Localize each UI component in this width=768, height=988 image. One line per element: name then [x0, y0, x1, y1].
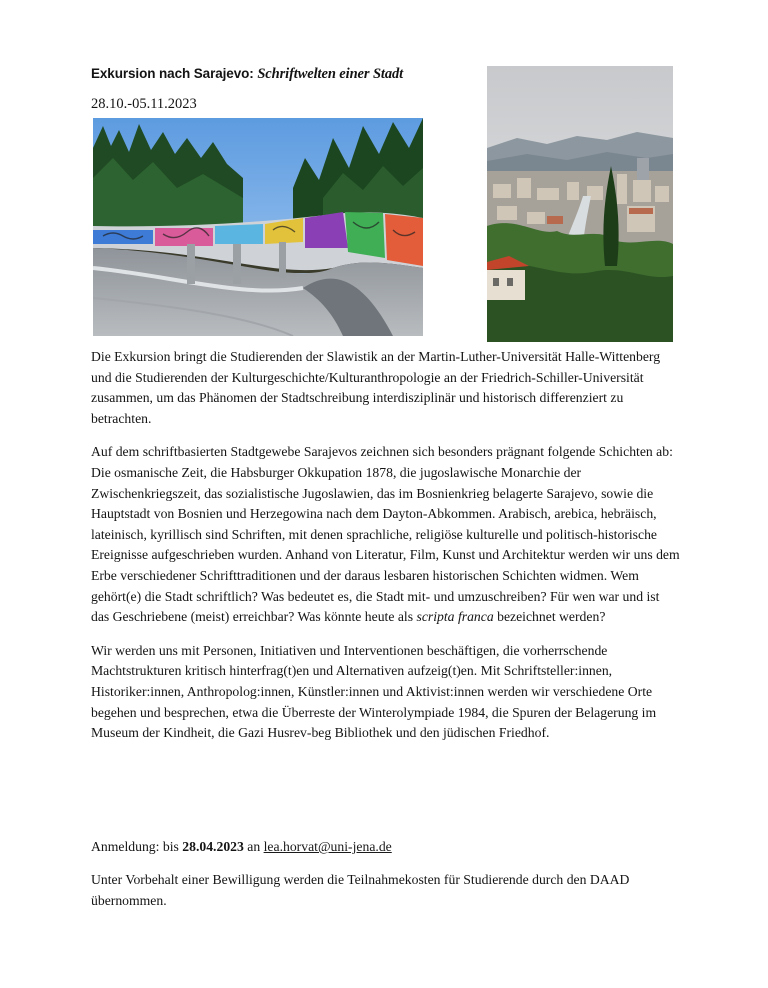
- excursion-dates: 28.10.-05.11.2023: [91, 96, 197, 112]
- title-main: Exkursion nach Sarajevo:: [91, 66, 258, 81]
- paragraph-history-end: bezeichnet werden?: [493, 609, 606, 625]
- paragraph-intro: Die Exkursion bringt die Studierenden der Slawistik an der Martin-Luther-Universität Halle-Wittenberg und die Studierenden der Kulturgeschichte/Kulturanthropologie an der Friedrich-Schiller-Universität zusammen, um das Phänomen der Stadtschreibung interdisziplinär und historisch differenziert zu betrachten.: [91, 349, 661, 426]
- title-subtitle: Schriftwelten einer Stadt: [257, 66, 404, 82]
- funding-note: Unter Vorbehalt einer Bewilligung werden die Teilnahmekosten für Studierende durch den DAAD übernommen.: [91, 872, 630, 908]
- registration-deadline: 28.04.2023: [182, 839, 244, 854]
- registration-connector: an: [243, 839, 264, 854]
- document-title: [91, 66, 403, 83]
- main-text: [91, 347, 681, 757]
- contact-email-link[interactable]: lea.horvat@uni-jena.de: [263, 839, 392, 854]
- registration-line: [91, 837, 681, 858]
- paragraph-history: [91, 442, 681, 627]
- bobsled-track-photo: [93, 118, 423, 336]
- paragraph-history-text: Auf dem schriftbasierten Stadtgewebe Sarajevos zeichnen sich besonders prägnant folgende Schichten ab: Die osmanische Zeit, die Habsburger Okkupation 1878, die jugoslawische Monarchie der Zwischenkriegszeit, das sozialistische Jugoslawien, das im Bosnienkrieg belagerte Sarajevo, sowie die Hauptstadt von Bosnien und Herzegowina nach dem Dayton-Abkommen. Arabisch, arebica, hebräisch, lateinisch, kyrillisch sind Schriften, mit denen sprachliche, religiöse kulturelle und politisch-historische Ereignisse aufgeschrieben wurden. Anhand von Literatur, Film, Kunst und Architektur werden wir uns dem Erbe verschiedener Schrifttraditionen und der daraus lesbaren historischen Schichten widmen. Wem gehört(e) die Stadt schriftlich? Was bedeutet es, die Stadt mit- und umzuschreiben? Für wen war und ist das Geschriebene (meist) erreichbar? Was könnte heute als: [91, 444, 680, 625]
- scripta-franca-term: scripta franca: [416, 609, 494, 625]
- paragraph-program: Wir werden uns mit Personen, Initiativen und Interventionen beschäftigen, die vorherrschende Machtstrukturen kritisch hinterfrag(t)en und Alternativen aufzeig(t)en. Mit Schriftsteller:innen, Historiker:innen, Anthropolog:innen, Künstler:innen und Aktivist:innen werden wir verschiedene Orte begehen und besprechen, etwa die Überreste der Winterolympiade 1984, die Spuren der Belagerung im Museum der Kindheit, die Gazi Husrev-beg Bibliothek und den jüdischen Friedhof.: [91, 642, 657, 741]
- sarajevo-city-photo: [487, 66, 673, 342]
- registration-label: Anmeldung: bis: [91, 839, 183, 854]
